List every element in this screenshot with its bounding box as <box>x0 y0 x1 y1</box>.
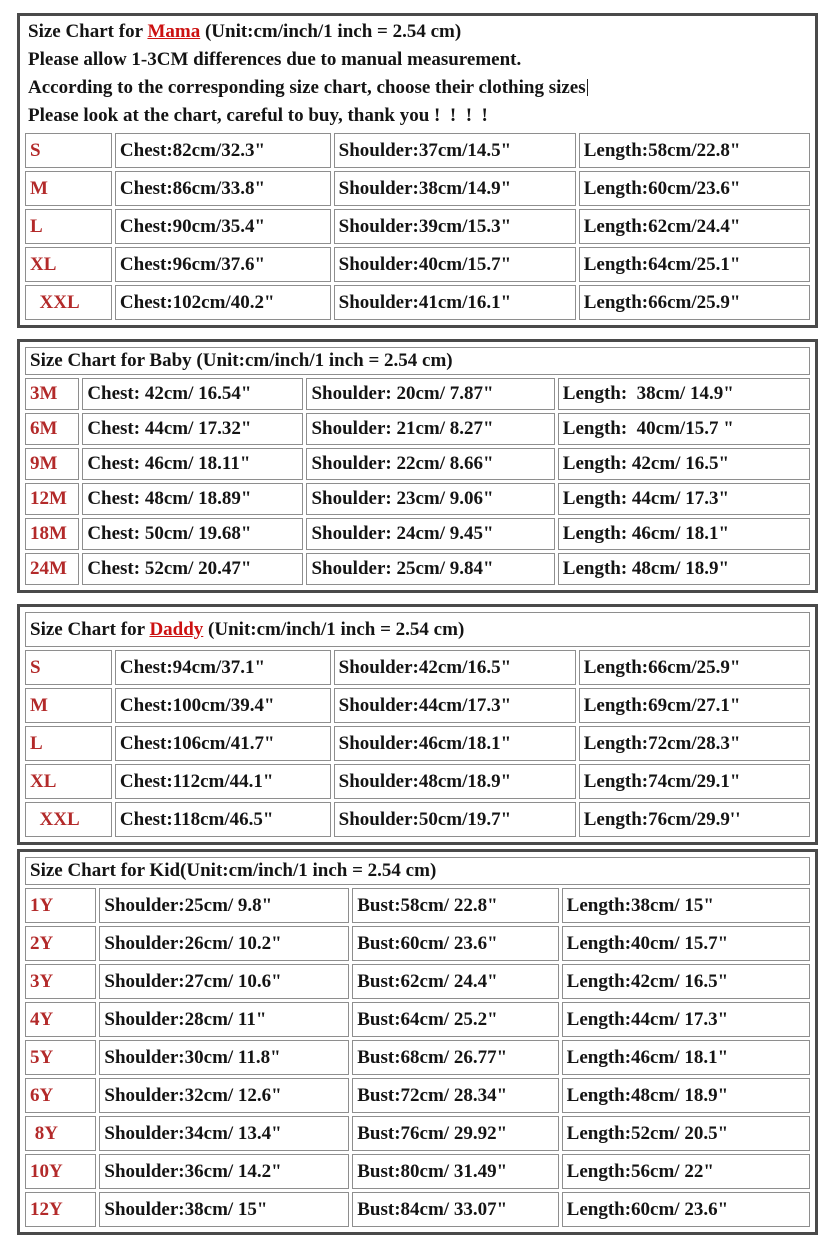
size-label-cell: L <box>25 209 112 244</box>
size-label-cell: M <box>25 171 112 206</box>
measurement-cell: Shoulder: 25cm/ 9.84" <box>306 553 554 585</box>
measurement-cell: Shoulder:40cm/15.7" <box>334 247 576 282</box>
measurement-cell: Length: 46cm/ 18.1" <box>558 518 810 550</box>
table-row <box>25 378 810 410</box>
measurement-cell: Shoulder:38cm/ 15" <box>99 1192 349 1227</box>
table-row <box>25 1078 810 1113</box>
measurement-cell: Chest:100cm/39.4" <box>115 688 331 723</box>
measurement-cell: Bust:62cm/ 24.4" <box>352 964 558 999</box>
measurement-cell: Chest:90cm/35.4" <box>115 209 331 244</box>
measurement-cell: Chest:102cm/40.2" <box>115 285 331 320</box>
table-row <box>25 413 810 445</box>
measurement-cell: Length: 38cm/ 14.9" <box>558 378 810 410</box>
table-row <box>25 650 810 685</box>
daddy-size-table <box>22 609 813 840</box>
measurement-cell: Length:38cm/ 15" <box>562 888 810 923</box>
measurement-cell: Length:52cm/ 20.5" <box>562 1116 810 1151</box>
size-label-cell: 9M <box>25 448 79 480</box>
table-row <box>25 802 810 837</box>
daddy-title-prefix: Size Chart for <box>30 618 150 640</box>
measurement-cell: Length:40cm/ 15.7" <box>562 926 810 961</box>
size-label-cell: 5Y <box>25 1040 96 1075</box>
measurement-cell: Chest:94cm/37.1" <box>115 650 331 685</box>
measurement-cell: Shoulder:46cm/18.1" <box>334 726 576 761</box>
measurement-cell: Shoulder:28cm/ 11" <box>99 1002 349 1037</box>
measurement-cell: Bust:72cm/ 28.34" <box>352 1078 558 1113</box>
table-row <box>25 726 810 761</box>
size-label-cell: 12M <box>25 483 79 515</box>
table-row <box>25 209 810 244</box>
kid-table-body <box>25 857 810 1227</box>
measurement-cell: Shoulder:34cm/ 13.4" <box>99 1116 349 1151</box>
measurement-cell: Length:58cm/22.8" <box>579 133 810 168</box>
text-caret <box>587 79 588 96</box>
measurement-cell: Length:62cm/24.4" <box>579 209 810 244</box>
table-header-row <box>25 612 810 647</box>
kid-size-table <box>22 854 813 1230</box>
baby-size-table <box>22 344 813 588</box>
measurement-cell: Shoulder: 20cm/ 7.87" <box>306 378 554 410</box>
measurement-cell: Length: 42cm/ 16.5" <box>558 448 810 480</box>
measurement-cell: Chest: 52cm/ 20.47" <box>82 553 303 585</box>
measurement-cell: Length:64cm/25.1" <box>579 247 810 282</box>
daddy-title-suffix: (Unit:cm/inch/1 inch = 2.54 cm) <box>203 618 465 640</box>
measurement-cell: Chest: 46cm/ 18.11" <box>82 448 303 480</box>
daddy-chart-title <box>25 612 810 647</box>
size-label-cell: 18M <box>25 518 79 550</box>
mama-table-body <box>25 133 810 320</box>
measurement-cell: Length:69cm/27.1" <box>579 688 810 723</box>
table-row <box>25 1192 810 1227</box>
measurement-cell: Chest:96cm/37.6" <box>115 247 331 282</box>
measurement-cell: Chest: 50cm/ 19.68" <box>82 518 303 550</box>
measurement-cell: Shoulder: 21cm/ 8.27" <box>306 413 554 445</box>
measurement-cell: Bust:76cm/ 29.92" <box>352 1116 558 1151</box>
size-label-cell: 6M <box>25 413 79 445</box>
table-row <box>25 1116 810 1151</box>
measurement-cell: Length:76cm/29.9'' <box>579 802 810 837</box>
baby-chart-title: Size Chart for Baby (Unit:cm/inch/1 inch = 2.54 cm) <box>25 347 810 375</box>
measurement-cell: Shoulder:44cm/17.3" <box>334 688 576 723</box>
table-row <box>25 171 810 206</box>
measurement-cell: Length: 40cm/15.7 " <box>558 413 810 445</box>
size-label-cell: S <box>25 650 112 685</box>
table-row <box>25 518 810 550</box>
size-label-cell: 4Y <box>25 1002 96 1037</box>
kid-chart-title: Size Chart for Kid(Unit:cm/inch/1 inch = 2.54 cm) <box>25 857 810 885</box>
measurement-cell: Length:56cm/ 22" <box>562 1154 810 1189</box>
measurement-cell: Shoulder:36cm/ 14.2" <box>99 1154 349 1189</box>
measurement-cell: Shoulder:48cm/18.9" <box>334 764 576 799</box>
table-row <box>25 888 810 923</box>
measurement-cell: Length:48cm/ 18.9" <box>562 1078 810 1113</box>
measurement-cell: Shoulder:38cm/14.9" <box>334 171 576 206</box>
size-label-cell: XL <box>25 764 112 799</box>
size-label-cell: XL <box>25 247 112 282</box>
measurement-cell: Shoulder:37cm/14.5" <box>334 133 576 168</box>
table-header-row <box>25 857 810 885</box>
measurement-cell: Length:42cm/ 16.5" <box>562 964 810 999</box>
table-row <box>25 964 810 999</box>
kid-size-chart-box <box>17 849 818 1235</box>
mama-title-suffix: (Unit:cm/inch/1 inch = 2.54 cm) <box>200 21 462 42</box>
measurement-cell: Shoulder:39cm/15.3" <box>334 209 576 244</box>
table-row <box>25 764 810 799</box>
measurement-cell: Bust:64cm/ 25.2" <box>352 1002 558 1037</box>
measurement-cell: Chest:106cm/41.7" <box>115 726 331 761</box>
baby-table-body <box>25 347 810 585</box>
size-label-cell: L <box>25 726 112 761</box>
size-label-cell: XXL <box>25 285 112 320</box>
measurement-cell: Length: 44cm/ 17.3" <box>558 483 810 515</box>
measurement-cell: Length:44cm/ 17.3" <box>562 1002 810 1037</box>
measurement-cell: Shoulder: 22cm/ 8.66" <box>306 448 554 480</box>
measurement-cell: Chest:82cm/32.3" <box>115 133 331 168</box>
mama-size-table <box>22 130 813 323</box>
table-row <box>25 1040 810 1075</box>
size-label-cell: 2Y <box>25 926 96 961</box>
measurement-cell: Bust:68cm/ 26.77" <box>352 1040 558 1075</box>
measurement-cell: Length:60cm/ 23.6" <box>562 1192 810 1227</box>
measurement-cell: Chest:112cm/44.1" <box>115 764 331 799</box>
measurement-cell: Length:66cm/25.9" <box>579 650 810 685</box>
measurement-cell: Shoulder: 23cm/ 9.06" <box>306 483 554 515</box>
mama-size-chart-box <box>17 13 818 328</box>
note-choose-size <box>22 74 813 102</box>
daddy-table-body <box>25 612 810 837</box>
mama-title-prefix: Size Chart for <box>28 21 148 42</box>
measurement-cell: Length:72cm/28.3" <box>579 726 810 761</box>
measurement-cell: Shoulder:27cm/ 10.6" <box>99 964 349 999</box>
measurement-cell: Shoulder:30cm/ 11.8" <box>99 1040 349 1075</box>
measurement-cell: Shoulder: 24cm/ 9.45" <box>306 518 554 550</box>
note-measurement-tolerance: Please allow 1-3CM differences due to manual measurement. <box>28 49 522 70</box>
measurement-cell: Length: 48cm/ 18.9" <box>558 553 810 585</box>
measurement-cell: Chest:118cm/46.5" <box>115 802 331 837</box>
measurement-cell: Chest: 42cm/ 16.54" <box>82 378 303 410</box>
size-label-cell: 12Y <box>25 1192 96 1227</box>
size-label-cell: M <box>25 688 112 723</box>
measurement-cell: Bust:58cm/ 22.8" <box>352 888 558 923</box>
measurement-cell: Bust:60cm/ 23.6" <box>352 926 558 961</box>
table-row <box>25 448 810 480</box>
size-label-cell: 3M <box>25 378 79 410</box>
size-label-cell: S <box>25 133 112 168</box>
size-label-cell: XXL <box>25 802 112 837</box>
daddy-size-chart-box <box>17 604 818 845</box>
measurement-cell: Chest: 44cm/ 17.32" <box>82 413 303 445</box>
size-label-cell: 3Y <box>25 964 96 999</box>
measurement-cell: Length:74cm/29.1" <box>579 764 810 799</box>
measurement-cell: Shoulder:26cm/ 10.2" <box>99 926 349 961</box>
table-row <box>25 553 810 585</box>
measurement-cell: Length:46cm/ 18.1" <box>562 1040 810 1075</box>
table-row <box>25 285 810 320</box>
size-label-cell: 1Y <box>25 888 96 923</box>
measurement-cell: Shoulder:42cm/16.5" <box>334 650 576 685</box>
measurement-cell: Bust:80cm/ 31.49" <box>352 1154 558 1189</box>
size-label-cell: 24M <box>25 553 79 585</box>
daddy-title-name: Daddy <box>149 618 204 640</box>
measurement-cell: Shoulder:25cm/ 9.8" <box>99 888 349 923</box>
measurement-cell: Length:60cm/23.6" <box>579 171 810 206</box>
table-row <box>25 926 810 961</box>
measurement-cell: Shoulder:50cm/19.7" <box>334 802 576 837</box>
measurement-cell: Shoulder:41cm/16.1" <box>334 285 576 320</box>
table-row <box>25 1154 810 1189</box>
measurement-cell: Chest: 48cm/ 18.89" <box>82 483 303 515</box>
mama-title-name: Mama <box>147 21 201 42</box>
note-careful-to-buy: Please look at the chart, careful to buy, thank you ! ! ! ! <box>28 105 488 126</box>
size-label-cell: 8Y <box>25 1116 96 1151</box>
table-row <box>25 483 810 515</box>
table-row <box>25 133 810 168</box>
size-label-cell: 6Y <box>25 1078 96 1113</box>
baby-size-chart-box <box>17 339 818 593</box>
measurement-cell: Shoulder:32cm/ 12.6" <box>99 1078 349 1113</box>
table-row <box>25 688 810 723</box>
measurement-cell: Length:66cm/25.9" <box>579 285 810 320</box>
note-choose-size-text: According to the corresponding size chart, choose their clothing sizes <box>28 77 586 98</box>
measurement-cell: Bust:84cm/ 33.07" <box>352 1192 558 1227</box>
table-row <box>25 1002 810 1037</box>
measurement-cell: Chest:86cm/33.8" <box>115 171 331 206</box>
table-row <box>25 247 810 282</box>
table-header-row <box>25 347 810 375</box>
size-label-cell: 10Y <box>25 1154 96 1189</box>
mama-chart-title <box>22 18 813 46</box>
